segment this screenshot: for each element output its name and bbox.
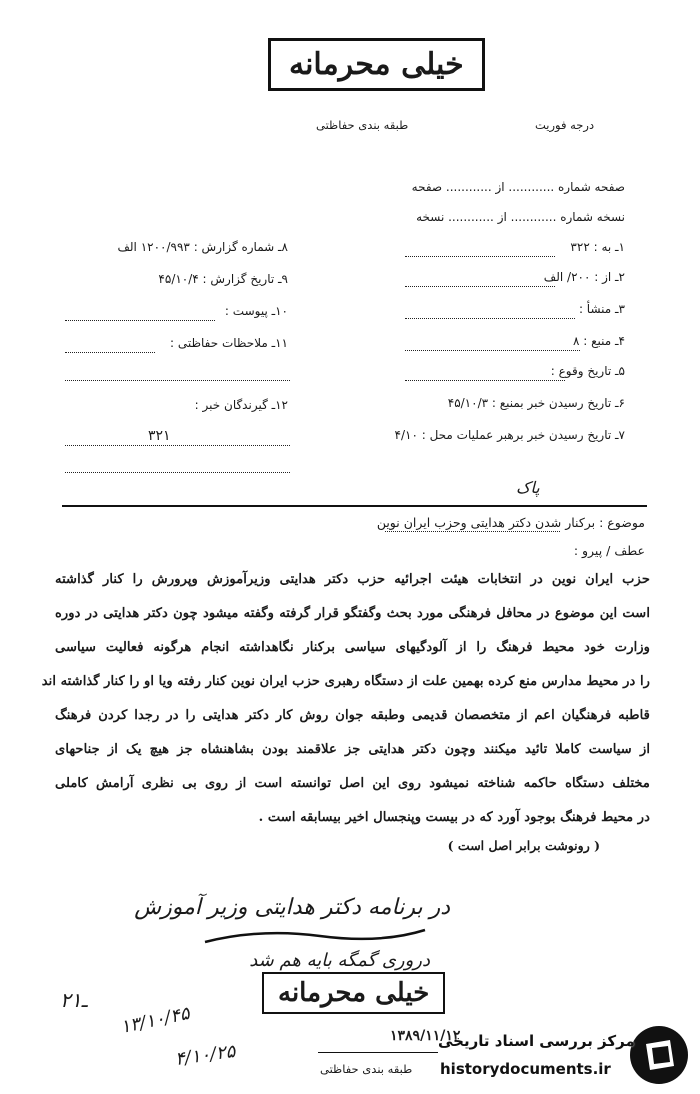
event-date-dotline — [405, 380, 565, 381]
recipients-dotline — [65, 445, 290, 446]
from-field: ۲ـ از : ۲۰۰/ الف — [543, 270, 625, 284]
attachment-field: ۱۰ـ پیوست : — [224, 304, 288, 318]
date-stamp: ۱۳۸۹/۱۱/۱۲ — [390, 1028, 461, 1044]
footer-rule — [318, 1052, 438, 1053]
handwritten-margin-number: ۲۱ـ — [60, 988, 88, 1012]
handwritten-date-2: ۴/۱۰/۲۵ — [173, 1040, 237, 1071]
body-line: را در محیط مدارس منع کرده بهمین علت از دستگاه رهبری حزب ایران نوین کنار رفته ویا او را کنار گذاشته اند — [41, 674, 650, 689]
handwritten-note-line2: دروری گمگه بایه هم شد — [249, 950, 430, 971]
classification-stamp-text: خیلی محرمانه — [289, 47, 464, 82]
copy-note: ( رونوشت برابر اصل است ) — [447, 838, 600, 853]
subject-line: موضوع : برکنار شدن دکتر هدایتی وحزب ایران نوین — [376, 515, 645, 530]
handwriting-underline — [200, 920, 430, 950]
security-notes-dotline-2 — [65, 352, 155, 353]
footer-security-level-label: طبقه بندی حفاظتی — [320, 1062, 413, 1076]
divider-rule — [62, 505, 647, 507]
watermark-logo-icon — [630, 1026, 688, 1084]
received-from-source-field: ۶ـ تاریخ رسیدن خبر بمنبع : ۴۵/۱۰/۳ — [447, 396, 625, 410]
body-line: از سیاست کاملا تائید میکنند وچون دکتر هدایتی جز علاقمند بودن بشاهنشاه جز هیچ یک از جناحهای — [55, 742, 650, 757]
subject-dotline — [385, 531, 560, 532]
attachment-dotline — [65, 320, 215, 321]
body-line: است این موضوع در محافل فرهنگی مورد بحث وگفتگو قرار گرفته وگفته میشود چون دکتر هدایتی در دوره — [55, 606, 650, 621]
recipients-value: ۳۲۱ — [148, 428, 171, 444]
body-line: در محیط فرهنگ بوجود آورد که در بیست وپنجسال اخیر بیسابقه است . — [258, 810, 650, 825]
report-number-field: ۸ـ شماره گزارش : ۱۲۰۰/۹۹۳ الف — [117, 240, 288, 254]
security-level-label: طبقه بندی حفاظتی — [316, 118, 409, 132]
event-date-field: ۵ـ تاریخ وقوع : — [550, 364, 625, 378]
blank-dotline-1 — [65, 380, 290, 381]
handwritten-note-line1: در برنامه دکتر هدایتی وزیر آموزش — [134, 895, 450, 920]
watermark-url[interactable]: historydocuments.ir — [440, 1060, 611, 1078]
classification-stamp-bottom — [262, 972, 445, 1014]
blank-dotline-2 — [65, 472, 290, 473]
urgency-label: درجه فوریت — [535, 118, 595, 132]
page-number-field: صفحه شماره ............ از ............ صفحه — [411, 180, 625, 194]
source-field: ۴ـ منبع : ۸ — [573, 334, 625, 348]
classification-stamp-top — [268, 38, 485, 91]
body-line: مختلف دستگاه حاکمه شناخته نمیشود روی این اصل توانسته است از روی بی نظری آرامش کاملی — [55, 776, 650, 791]
body-line: حزب ایران نوین در انتخابات هیئت اجرائیه حزب دکتر هدایتی وزیرآموزش وپرورش را کنار گذاشته — [55, 572, 650, 587]
to-field: ۱ـ به : ۳۲۲ — [570, 240, 625, 254]
body-line: وزارت خود محیط فرهنگ را از آلودگیهای سیاسی برکنار نگاهداشته انجام هرگونه فعالیت سیاسی — [55, 640, 650, 655]
classification-stamp-bottom-text: خیلی محرمانه — [278, 978, 430, 1008]
origin-dotline — [405, 318, 575, 319]
origin-field: ۳ـ منشأ : — [578, 302, 625, 316]
handwritten-annotation-top: پاک — [516, 478, 540, 497]
security-notes-field: ۱۱ـ ملاحظات حفاظتی : — [169, 336, 288, 350]
body-line: قاطبه فرهنگیان اعم از متخصصان قدیمی وطبقه جوان روش کار دکتر هدایتی را در رجدا کردن فرهنگ — [55, 708, 650, 723]
watermark-name: مرکز بررسی اسناد تاریخی — [438, 1032, 635, 1050]
report-date-field: ۹ـ تاریخ گزارش : ۴۵/۱۰/۴ — [158, 272, 288, 286]
received-by-ops-field: ۷ـ تاریخ رسیدن خبر برهبر عملیات محل : ۴/۱۰ — [394, 428, 625, 442]
handwritten-date-1: ۱۳/۱۰/۴۵ — [118, 1002, 192, 1039]
from-dotline — [405, 286, 555, 287]
recipients-field: ۱۲ـ گیرندگان خبر : — [194, 398, 288, 412]
to-dotline — [405, 256, 555, 257]
copy-number-field: نسخه شماره ............ از ............ نسخه — [416, 210, 625, 224]
source-dotline — [405, 350, 580, 351]
reference-line: عطف / پیرو : — [573, 543, 645, 558]
